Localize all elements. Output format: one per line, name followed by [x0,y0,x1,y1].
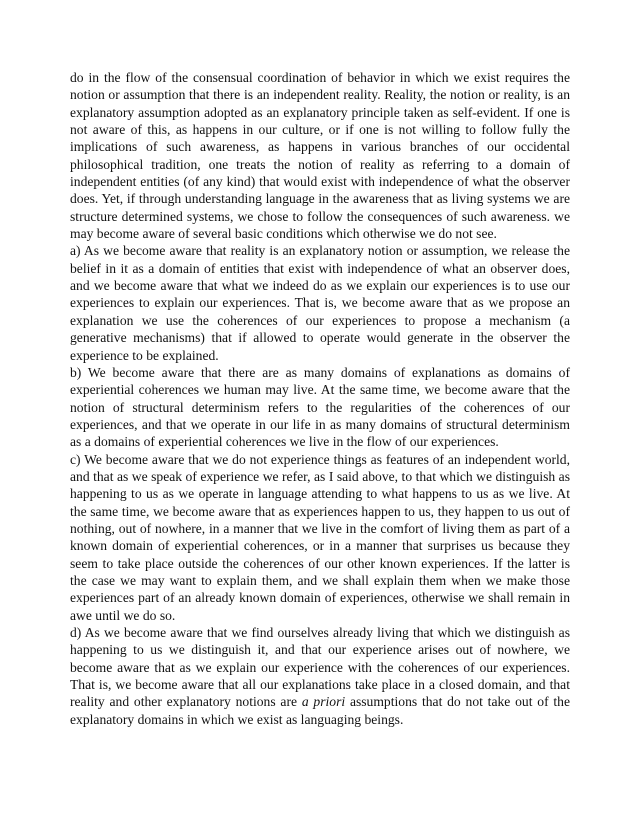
paragraph-d-text-before: d) As we become aware that we find ourselves already living that which we distinguish as happening to us we distinguish it, and that our experience arises out of nowhere, we become aware that as we explain our experience with the coherences of our experiences. That is, we become aware that all our explanations take place in a closed domain, and that reality and other explanatory notions are [70,625,570,710]
paragraph-a: a) As we become aware that reality is an explanatory notion or assumption, we release the belief in it as a domain of entities that exist with independence of what an observer does, and we become aware that what we indeed do as we explain our experiences is to use our experiences to explain our experiences. That is, we become aware that as we propose an explanation we use the coherences of our experiences to propose a mechanism (a generative mechanisms) that if allowed to operate would generate in the observer the experience to be explained. [70,243,570,363]
paragraph-c: c) We become aware that we do not experience things as features of an independent world, and that as we speak of experience we refer, as I said above, to that which we distinguish as happening to us as we operate in language attending to what happens to us as we live. At the same time, we become aware that as experiences happen to us, they happen to us out of nothing, out of nowhere, in a manner that we live in the comfort of living them as part of a known domain of experiential coherences, or in a manner that surprises us because they seem to take place outside the coherences of our other known experiences. If the latter is the case we may want to explain them, and we shall explain them when we make those experiences part of an already known domain of experiences, otherwise we shall remain in awe until we do so. [70,451,570,623]
paragraph-intro: do in the flow of the consensual coordination of behavior in which we exist requires the notion or assumption that there is an independent reality. Reality, the notion or reality, is an explanatory assumption adopted as an explanatory principle taken as self-evident. If one is not aware of this, as happens in our culture, or if one is not willing to follow fully the implications of such awareness, as happens in various branches of our occidental philosophical tradition, one treats the notion of reality as referring to a domain of independent entities (of any kind) that would exist with independence of what the observer does. Yet, if through understanding language in the awareness that as living systems we are structure determined systems, we chose to follow the consequences of such awareness. we may become aware of several basic conditions which otherwise we do not see. [70,70,570,242]
paragraph-b: b) We become aware that there are as many domains of explanations as domains of experiential coherences we human may live. At the same time, we become aware that the notion of structural determinism refers to the regularities of the coherences of our experiences, and that we operate in our life in as many domains of structural determinism as a domains of experiential coherences we live in the flow of our experiences. [70,364,570,450]
paragraph-d [70,624,570,728]
document-page [70,69,570,728]
paragraph-d-emphasis: a priori [301,694,346,710]
paragraph-d-text-after: assumptions that do not take out of the explanatory domains in which we exist as languaging beings. [70,694,570,727]
